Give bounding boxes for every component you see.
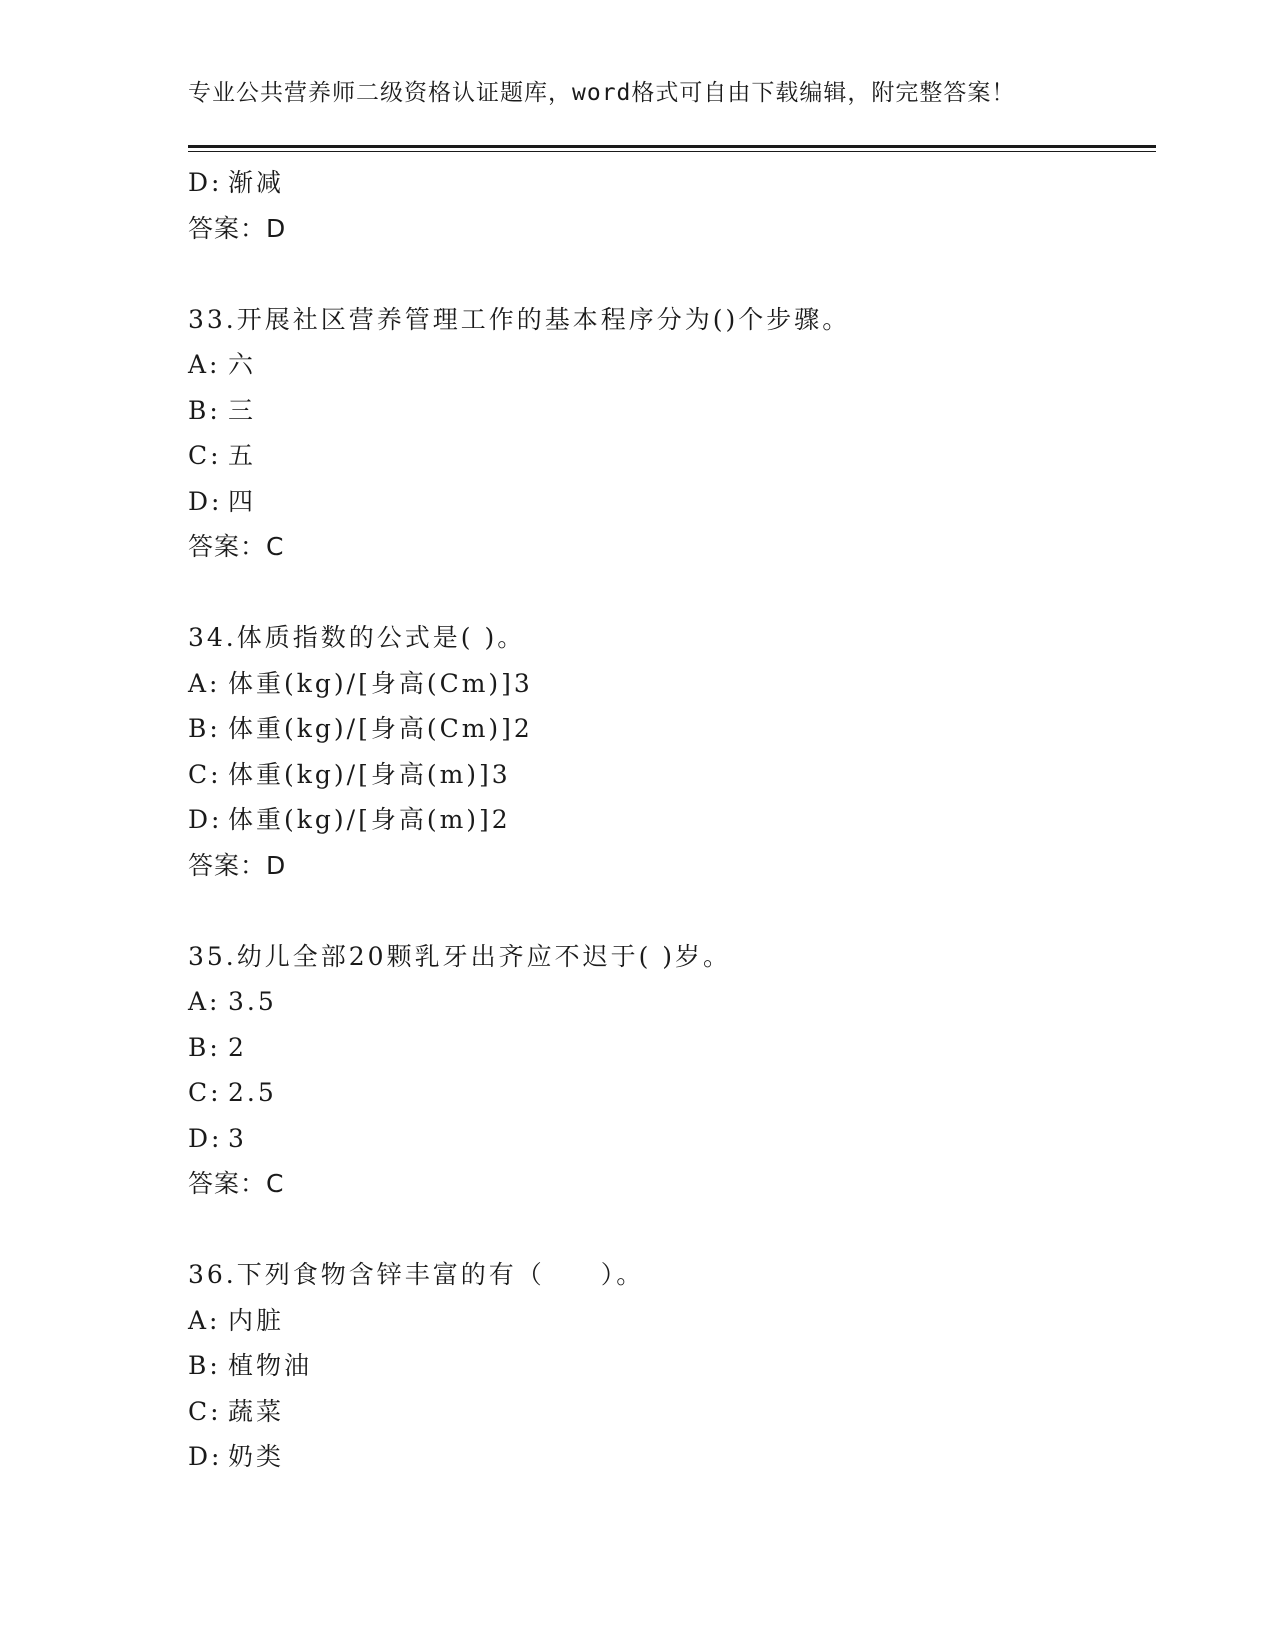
option-label: D: <box>188 168 223 197</box>
spacer <box>188 570 1156 616</box>
option-label: C: <box>188 441 222 470</box>
option-text: 奶类 <box>228 1442 285 1471</box>
option-text: 2.5 <box>228 1078 277 1107</box>
option-label: D: <box>188 805 223 834</box>
option-label: B: <box>188 1351 221 1380</box>
option-label: B: <box>188 714 221 743</box>
option-text: 3 <box>228 1123 247 1153</box>
option-text: 四 <box>228 486 257 516</box>
option-line <box>188 1025 1156 1071</box>
option-text: 五 <box>228 441 257 470</box>
option-label: C: <box>188 1078 222 1107</box>
option-line <box>188 979 1156 1025</box>
option-text: 体重(kg)/[身高(Cm)]3 <box>228 668 533 698</box>
option-line <box>188 661 1156 707</box>
option-label: D: <box>188 1123 223 1153</box>
option-line <box>188 797 1156 843</box>
spacer <box>188 1207 1156 1253</box>
option-label: B: <box>188 1032 221 1062</box>
option-label: B: <box>188 395 221 425</box>
spacer <box>188 251 1156 297</box>
option-text: 三 <box>228 395 257 425</box>
header-rule-thick <box>188 145 1156 148</box>
answer-line: 答案：C <box>188 532 285 561</box>
header-rule-thin <box>188 151 1156 152</box>
option-line <box>188 1298 1156 1344</box>
option-label: C: <box>188 759 222 789</box>
answer-line: 答案：D <box>188 850 287 880</box>
answer-line: 答案：C <box>188 1169 285 1198</box>
option-label: A: <box>188 987 221 1016</box>
option-label: C: <box>188 1396 222 1426</box>
option-line <box>188 1434 1156 1480</box>
option-line <box>188 752 1156 798</box>
question-stem: 34.体质指数的公式是( )。 <box>188 623 526 652</box>
option-line <box>188 342 1156 388</box>
question-content <box>188 160 1156 1480</box>
option-label: A: <box>188 350 221 379</box>
option-label: A: <box>188 1305 221 1335</box>
option-text: 蔬菜 <box>228 1396 285 1426</box>
option-line <box>188 1116 1156 1162</box>
option-text: 体重(kg)/[身高(m)]2 <box>228 805 511 834</box>
option-text: 2 <box>228 1032 247 1062</box>
option-line <box>188 706 1156 752</box>
option-line <box>188 1070 1156 1116</box>
page-header: 专业公共营养师二级资格认证题库，word格式可自由下载编辑，附完整答案！ <box>188 80 1016 106</box>
option-line <box>188 479 1156 525</box>
option-label: D: <box>188 1442 223 1471</box>
option-label: D: <box>188 486 223 516</box>
option-line <box>188 388 1156 434</box>
option-line <box>188 433 1156 479</box>
spacer <box>188 888 1156 934</box>
question-stem: 33.开展社区营养管理工作的基本程序分为()个步骤。 <box>188 304 851 334</box>
option-text: 渐减 <box>228 168 285 197</box>
option-text: 体重(kg)/[身高(m)]3 <box>228 759 511 789</box>
option-line <box>188 1343 1156 1389</box>
option-text: 体重(kg)/[身高(Cm)]2 <box>228 714 533 743</box>
option-text: 植物油 <box>228 1351 313 1380</box>
question-stem: 35.幼儿全部20颗乳牙出齐应不迟于( )岁。 <box>188 941 732 971</box>
option-line <box>188 1389 1156 1435</box>
option-text: 六 <box>228 350 257 379</box>
option-text: 内脏 <box>228 1305 285 1335</box>
option-line <box>188 160 1156 206</box>
answer-line: 答案：D <box>188 213 287 243</box>
option-label: A: <box>188 668 221 698</box>
question-stem: 36.下列食物含锌丰富的有（ ）。 <box>188 1260 645 1289</box>
option-text: 3.5 <box>228 987 277 1016</box>
